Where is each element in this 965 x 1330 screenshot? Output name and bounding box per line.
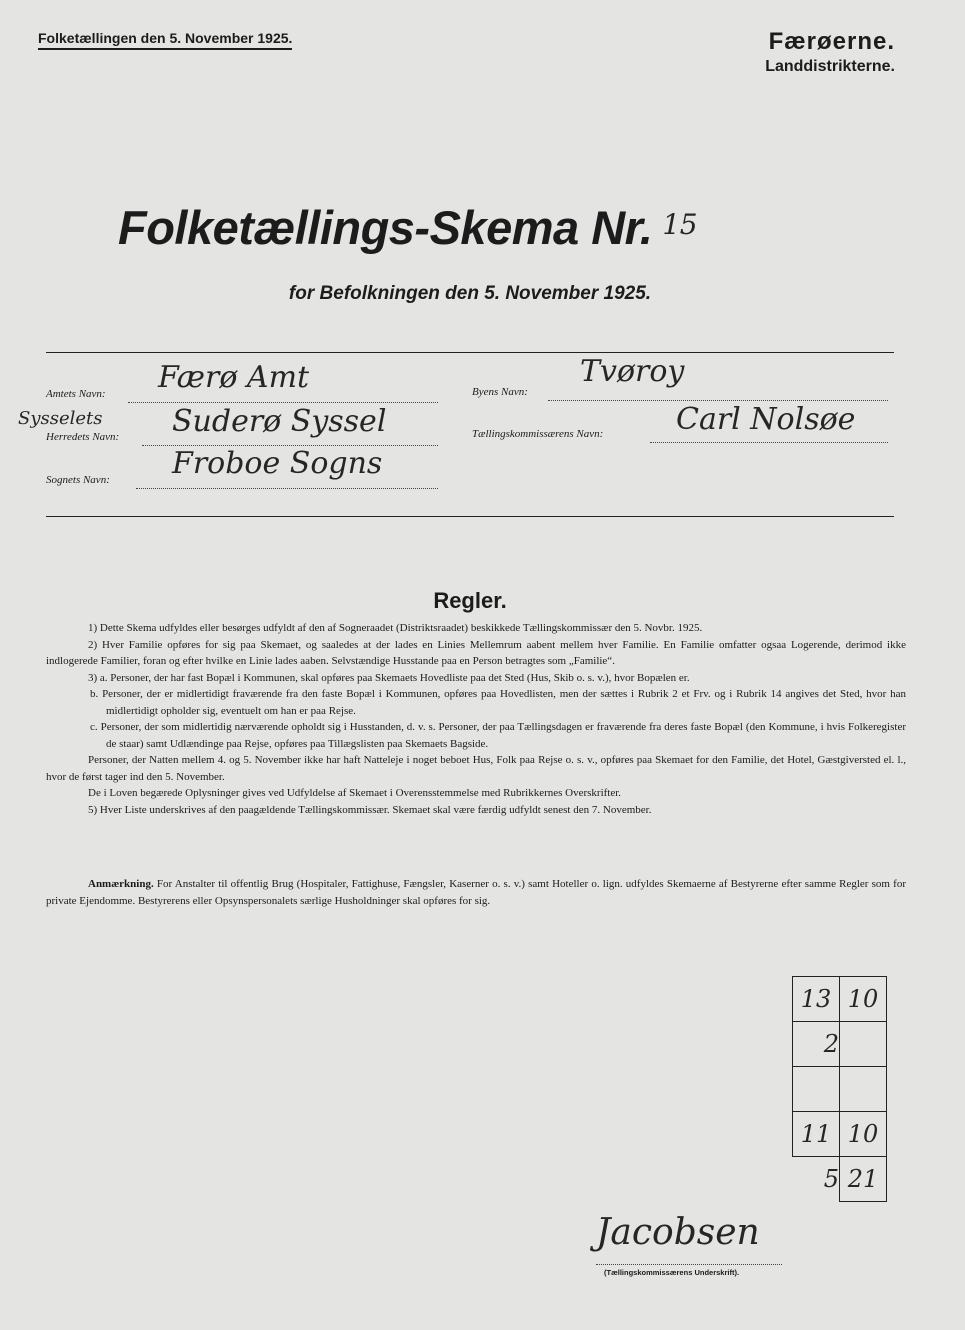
- amt-label: Amtets Navn:: [46, 388, 106, 400]
- tally-box: [792, 976, 887, 1202]
- district-name: Landdistrikterne.: [765, 58, 895, 75]
- region-name: Færøerne.: [768, 28, 895, 55]
- divider-bottom: [46, 516, 894, 517]
- amt-value: Færø Amt: [158, 360, 310, 395]
- kommissaer-dotline: [650, 442, 888, 443]
- tally-cell: [793, 1067, 840, 1112]
- note-text: For Anstalter til offentlig Brug (Hospitaler, Fattighuse, Fængsler, Kaserner o. s. v.) samt Hoteller o. lign. udfyldes Skemaerne af Bestyrerne efter samme Regler som for private Ejendomme. Bestyrerens eller Opsynspersonalets særlige Husholdninger skal opføres for sig.: [46, 878, 906, 907]
- rule-3b: b. Personer, der er midlertidigt fraværende fra den faste Bopæl i Kommunen, opføres paa Hovedlisten, men der sættes i Rubrik 2 et Frv. og i Rubrik 14 angives det Sted, hvor han midlertidigt opholder sig, eventuelt om han er paa Rejse.: [90, 688, 906, 717]
- rule-4: Personer, der Natten mellem 4. og 5. November ikke har haft Natteleje i noget beboet Hus, Folk paa Rejse o. s. v., opføres paa Skemaet for den Familie, det Hotel, Gæstgiversted el. l., hvor de først tager ind den 5. November.: [46, 754, 906, 783]
- rule-3c: c. Personer, der som midlertidig nærværende opholdt sig i Husstanden, d. v. s. Personer, der paa Tællingsdagen er fraværende fra deres faste Bopæl (den Kommune, i hvis Folkeregister de staar) samt Udlændinge paa Rejse, opføres paa Tillægslisten paa Skemaets Bagside.: [90, 721, 906, 750]
- rule-1: 1) Dette Skema udfyldes eller besørges udfyldt af den af Sogneraadet (Distriktsraadet) beskikkede Tællingskommissær den 5. Novbr. 1925.: [88, 622, 703, 634]
- herred-label-handwritten: Sysselets: [18, 408, 103, 429]
- amt-dotline: [128, 402, 438, 403]
- divider-top: [46, 352, 894, 353]
- rule-4b: De i Loven begærede Oplysninger gives ved Udfyldelse af Skemaet i Overensstemmelse med Rubrikkernes Overskrifter.: [88, 787, 622, 799]
- tally-cell: 2: [793, 1022, 840, 1067]
- tally-cell: 10: [840, 977, 887, 1022]
- by-value: Tvøroy: [580, 354, 685, 389]
- note-label: Anmærkning.: [88, 878, 154, 890]
- tally-cell: [840, 1067, 887, 1112]
- table-row: [793, 1067, 887, 1112]
- rule-5: 5) Hver Liste underskrives af den paagældende Tællingskommissær. Skemaet skal være færdig udfyldt senest den 7. November.: [88, 803, 652, 816]
- by-label: Byens Navn:: [472, 386, 528, 398]
- form-title-text: Folketællings-Skema Nr.: [118, 201, 653, 254]
- rules-heading: Regler.: [433, 588, 507, 613]
- tally-cell: 21: [840, 1157, 887, 1202]
- table-row: [793, 1157, 887, 1202]
- rule-3a: 3) a. Personer, der har fast Bopæl i Kommunen, skal opføres paa Skemaets Hovedliste paa det Sted (Hus, Skib o. s. v.), hvor Bopælen er.: [88, 671, 690, 684]
- tally-cell: [840, 1022, 887, 1067]
- by-dotline: [548, 400, 888, 401]
- tally-cell: 13: [793, 977, 840, 1022]
- table-row: [793, 1022, 887, 1067]
- signature-dotline: [596, 1264, 782, 1265]
- signature-handwritten: Jacobsen: [596, 1212, 760, 1253]
- sogn-dotline: [136, 488, 438, 489]
- sogn-value: Froboe Sogns: [172, 446, 383, 481]
- kommissaer-label: Tællingskommissærens Navn:: [472, 428, 604, 440]
- rule-2: 2) Hver Familie opføres for sig paa Skemaet, og saaledes at der lades en Linies Mellemrum aabent mellem hver Familie. En Familie omfatter ogsaa Logerende, derimod ikke indlogerede Familier, foran og efter hvilke en Linie lades aaben. Selvstændige Husstande paa en Person betragtes som „Familie“.: [46, 638, 906, 667]
- tally-cell: 11: [793, 1112, 840, 1157]
- form-subtitle: for Befolkningen den 5. November 1925.: [288, 283, 652, 304]
- table-row: [793, 977, 887, 1022]
- tally-cell: 10: [840, 1112, 887, 1157]
- note-section: [46, 876, 906, 910]
- table-row: [793, 1112, 887, 1157]
- form-number-handwritten: 15: [662, 208, 698, 241]
- rules-text: [46, 620, 906, 818]
- census-date-header: Folketællingen den 5. November 1925.: [38, 30, 292, 50]
- signature-caption: (Tællingskommissærens Underskrift).: [604, 1268, 740, 1277]
- form-title: [118, 200, 697, 255]
- region-header: [765, 28, 895, 76]
- kommissaer-value: Carl Nolsøe: [676, 402, 856, 437]
- tally-cell: 5: [823, 1165, 839, 1194]
- herred-label: Herredets Navn:: [46, 431, 120, 443]
- herred-value: Suderø Syssel: [172, 404, 387, 439]
- sogn-label: Sognets Navn:: [46, 474, 110, 486]
